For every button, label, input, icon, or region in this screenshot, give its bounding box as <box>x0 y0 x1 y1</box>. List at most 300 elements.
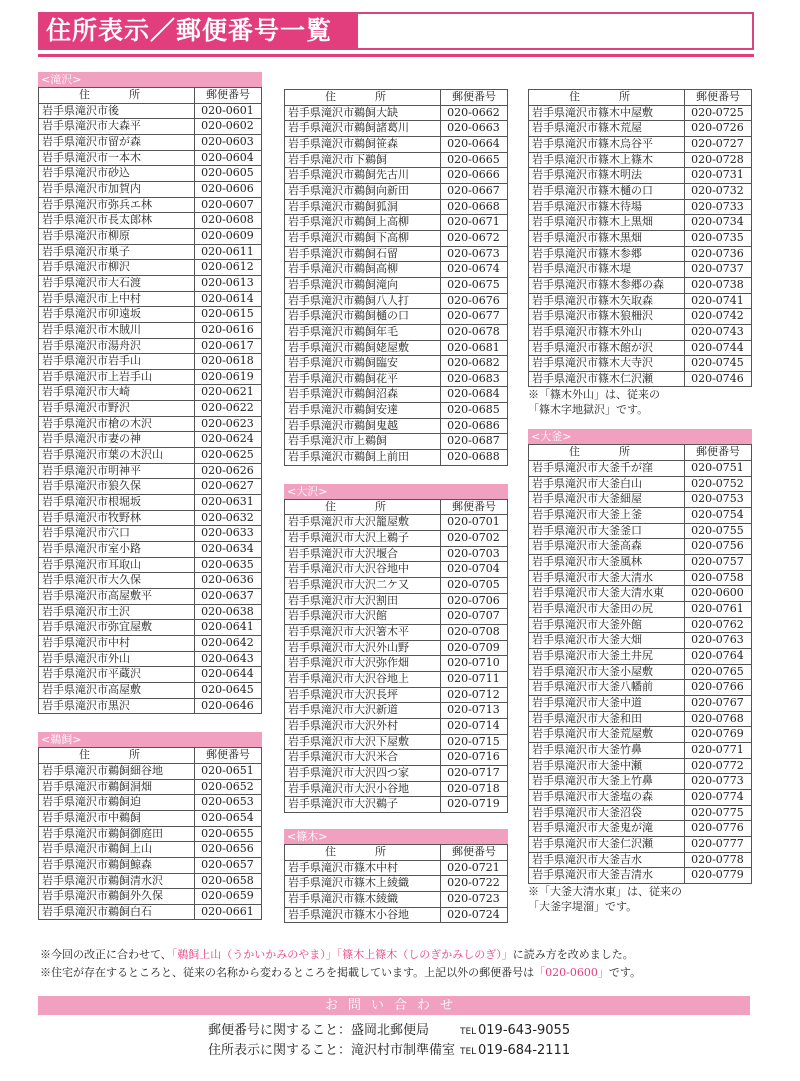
note-ogama-line2: 「大釜字堤溜」です。 <box>528 899 638 913</box>
zip-cell: 020-0642 <box>195 635 262 651</box>
address-cell: 岩手県滝沢市鵜飼臨安 <box>285 356 441 372</box>
address-cell: 岩手県滝沢市大釜吉水 <box>529 852 685 868</box>
address-cell: 岩手県滝沢市篠木大寺沢 <box>529 356 685 372</box>
table-row <box>529 309 752 325</box>
zip-cell: 020-0621 <box>195 385 262 401</box>
zip-cell: 020-0703 <box>441 546 508 562</box>
section-header-ukai: <鵜飼> <box>38 732 262 747</box>
table-row <box>529 570 752 586</box>
address-cell: 岩手県滝沢市平蔵沢 <box>39 667 195 683</box>
table-row <box>285 734 508 750</box>
address-cell: 岩手県滝沢市篠木樋の口 <box>529 183 685 199</box>
table-row <box>39 510 262 526</box>
table-row <box>285 371 508 387</box>
address-cell: 岩手県滝沢市鵜飼細谷地 <box>39 763 195 779</box>
address-cell: 岩手県滝沢市篠木荒屋 <box>529 121 685 137</box>
table-row <box>39 479 262 495</box>
zip-cell: 020-0727 <box>685 136 752 152</box>
zip-cell: 020-0667 <box>441 183 508 199</box>
table-row <box>39 385 262 401</box>
table-row <box>285 403 508 419</box>
table-row <box>39 228 262 244</box>
address-cell: 岩手県滝沢市湯舟沢 <box>39 338 195 354</box>
address-cell: 岩手県滝沢市根堀坂 <box>39 495 195 511</box>
address-cell: 岩手県滝沢市室小路 <box>39 542 195 558</box>
table-row <box>529 695 752 711</box>
zip-cell: 020-0638 <box>195 604 262 620</box>
footnote-2-a: ※住宅が存在するところと、従来の名称から変わるところを掲載しています。上記以外の郵便番号は <box>40 966 535 979</box>
zip-cell: 020-0719 <box>441 797 508 813</box>
table-row <box>285 891 508 907</box>
contact-postal-tel: 019-643-9055 <box>478 1023 571 1038</box>
section-header-shinoki: <篠木> <box>284 829 508 844</box>
table-row <box>285 199 508 215</box>
table-row <box>529 602 752 618</box>
table-row <box>285 531 508 547</box>
table-row <box>285 152 508 168</box>
table-header-row <box>529 90 752 106</box>
address-cell: 岩手県滝沢市大沢谷地中 <box>285 562 441 578</box>
zip-cell: 020-0651 <box>195 763 262 779</box>
table-row <box>285 546 508 562</box>
address-cell: 岩手県滝沢市後 <box>39 103 195 119</box>
zip-cell: 020-0624 <box>195 432 262 448</box>
table-header-row <box>285 90 508 106</box>
zip-cell: 020-0752 <box>685 476 752 492</box>
address-cell: 岩手県滝沢市中鵜飼 <box>39 810 195 826</box>
table-row <box>39 260 262 276</box>
address-cell: 岩手県滝沢市鵜飼安達 <box>285 403 441 419</box>
table-row <box>285 703 508 719</box>
address-cell: 岩手県滝沢市大釜高森 <box>529 539 685 555</box>
address-cell: 岩手県滝沢市鵜飼清水沢 <box>39 873 195 889</box>
zip-cell: 020-0737 <box>685 262 752 278</box>
address-cell: 岩手県滝沢市鵜飼石留 <box>285 246 441 262</box>
table-row <box>285 781 508 797</box>
table-row <box>529 758 752 774</box>
table-row <box>529 742 752 758</box>
zip-cell: 020-0757 <box>685 555 752 571</box>
zip-cell: 020-0702 <box>441 531 508 547</box>
zip-cell: 020-0607 <box>195 197 262 213</box>
address-cell: 岩手県滝沢市鵜飼外久保 <box>39 889 195 905</box>
table-row <box>285 418 508 434</box>
table-row <box>39 495 262 511</box>
zip-cell: 020-0707 <box>441 609 508 625</box>
address-cell: 岩手県滝沢市篠木烏谷平 <box>529 136 685 152</box>
address-cell: 岩手県滝沢市大釜釜口 <box>529 523 685 539</box>
table-row <box>39 857 262 873</box>
zip-cell: 020-0755 <box>685 523 752 539</box>
address-cell: 岩手県滝沢市鵜飼先古川 <box>285 168 441 184</box>
zip-cell: 020-0617 <box>195 338 262 354</box>
zip-cell: 020-0726 <box>685 121 752 137</box>
table-row <box>285 246 508 262</box>
zip-cell: 020-0745 <box>685 356 752 372</box>
zip-cell: 020-0652 <box>195 779 262 795</box>
address-cell: 岩手県滝沢市槍の木沢 <box>39 416 195 432</box>
table-row <box>39 779 262 795</box>
table-row <box>529 492 752 508</box>
zip-cell: 020-0688 <box>441 450 508 466</box>
address-cell: 岩手県滝沢市鵜飼姥屋敷 <box>285 340 441 356</box>
table-row <box>39 307 262 323</box>
address-cell: 岩手県滝沢市留が森 <box>39 134 195 150</box>
column-header-zip: 郵便番号 <box>195 748 262 764</box>
zip-cell: 020-0684 <box>441 387 508 403</box>
zip-cell: 020-0626 <box>195 463 262 479</box>
zip-cell: 020-0715 <box>441 734 508 750</box>
address-cell: 岩手県滝沢市下鵜飼 <box>285 152 441 168</box>
table-header-row <box>39 748 262 764</box>
address-cell: 岩手県滝沢市大釜荒屋敷 <box>529 727 685 743</box>
table-header-row <box>285 844 508 860</box>
zip-cell: 020-0742 <box>685 309 752 325</box>
address-cell: 岩手県滝沢市大沢長坪 <box>285 687 441 703</box>
address-cell: 岩手県滝沢市鵜飼諸葛川 <box>285 121 441 137</box>
zip-cell: 020-0619 <box>195 369 262 385</box>
zip-cell: 020-0731 <box>685 168 752 184</box>
zip-cell: 020-0766 <box>685 680 752 696</box>
table-row <box>39 103 262 119</box>
table-row <box>39 448 262 464</box>
table-row <box>285 578 508 594</box>
table-row <box>285 340 508 356</box>
address-cell: 岩手県滝沢市鵜飼下高柳 <box>285 230 441 246</box>
table-row <box>529 508 752 524</box>
footnote-1 <box>40 946 760 964</box>
address-cell: 岩手県滝沢市大釜千が窪 <box>529 461 685 477</box>
zip-cell: 020-0603 <box>195 134 262 150</box>
zip-cell: 020-0733 <box>685 199 752 215</box>
zip-cell: 020-0741 <box>685 293 752 309</box>
table-row <box>529 789 752 805</box>
address-cell: 岩手県滝沢市大釜大畑 <box>529 633 685 649</box>
zip-cell: 020-0682 <box>441 356 508 372</box>
zip-cell: 020-0665 <box>441 152 508 168</box>
table-row <box>529 324 752 340</box>
address-cell: 岩手県滝沢市鵜飼狐洞 <box>285 199 441 215</box>
zip-cell: 020-0633 <box>195 526 262 542</box>
zip-cell: 020-0764 <box>685 649 752 665</box>
zip-cell: 020-0641 <box>195 620 262 636</box>
zip-cell: 020-0606 <box>195 181 262 197</box>
contact-row-postal <box>208 1022 570 1041</box>
address-cell: 岩手県滝沢市鵜飼大缺 <box>285 105 441 121</box>
zip-cell: 020-0774 <box>685 789 752 805</box>
contact-header: お問い合わせ <box>38 996 750 1015</box>
title-underline <box>38 54 754 57</box>
column-header-zip: 郵便番号 <box>441 844 508 860</box>
address-cell: 岩手県滝沢市大沢鵜子 <box>285 797 441 813</box>
column-header-address: 住 所 <box>285 844 441 860</box>
zip-cell: 020-0713 <box>441 703 508 719</box>
address-cell: 岩手県滝沢市大釜細屋 <box>529 492 685 508</box>
address-cell: 岩手県滝沢市柳沢 <box>39 260 195 276</box>
zip-cell: 020-0705 <box>441 578 508 594</box>
column-header-address: 住 所 <box>39 88 195 104</box>
table-row <box>529 371 752 387</box>
address-cell: 岩手県滝沢市篠木堤 <box>529 262 685 278</box>
zip-cell: 020-0666 <box>441 168 508 184</box>
address-cell: 岩手県滝沢市弥兵エ林 <box>39 197 195 213</box>
zip-cell: 020-0657 <box>195 857 262 873</box>
address-cell: 岩手県滝沢市妻の神 <box>39 432 195 448</box>
address-cell: 岩手県滝沢市篠木外山 <box>529 324 685 340</box>
zip-cell: 020-0668 <box>441 199 508 215</box>
column-header-address: 住 所 <box>529 90 685 106</box>
address-cell: 岩手県滝沢市大釜竹鼻 <box>529 742 685 758</box>
zip-cell: 020-0771 <box>685 742 752 758</box>
zip-cell: 020-0600 <box>685 586 752 602</box>
table-row <box>39 291 262 307</box>
address-cell: 岩手県滝沢市篠木中村 <box>285 860 441 876</box>
zip-cell: 020-0709 <box>441 640 508 656</box>
table-row <box>285 121 508 137</box>
address-cell: 岩手県滝沢市耳取山 <box>39 557 195 573</box>
zip-cell: 020-0708 <box>441 625 508 641</box>
zip-cell: 020-0721 <box>441 860 508 876</box>
table-row <box>39 604 262 620</box>
table-row <box>529 168 752 184</box>
table-row <box>39 763 262 779</box>
address-cell: 岩手県滝沢市大釜大清水東 <box>529 586 685 602</box>
address-cell: 岩手県滝沢市大沢外村 <box>285 718 441 734</box>
note-shinoki-line1: ※「篠木外山」は、従来の <box>528 388 660 402</box>
zip-cell: 020-0627 <box>195 479 262 495</box>
zip-cell: 020-0653 <box>195 795 262 811</box>
zip-cell: 020-0609 <box>195 228 262 244</box>
zip-cell: 020-0637 <box>195 589 262 605</box>
address-cell: 岩手県滝沢市篠木中屋敷 <box>529 105 685 121</box>
table-row <box>529 136 752 152</box>
tel-prefix: TEL <box>460 1047 477 1057</box>
address-cell: 岩手県滝沢市篠木仁沢瀬 <box>529 371 685 387</box>
zip-cell: 020-0779 <box>685 868 752 884</box>
address-cell: 岩手県滝沢市加賀内 <box>39 181 195 197</box>
table-row <box>39 651 262 667</box>
table-row <box>529 461 752 477</box>
zip-cell: 020-0717 <box>441 765 508 781</box>
address-cell: 岩手県滝沢市篠木黒畑 <box>529 230 685 246</box>
column-header-address: 住 所 <box>285 499 441 515</box>
section-header-osawa: <大沢> <box>284 484 508 499</box>
table-row <box>39 354 262 370</box>
table-row <box>285 183 508 199</box>
address-cell: 岩手県滝沢市大沢堰合 <box>285 546 441 562</box>
table-row <box>285 277 508 293</box>
column-header-zip: 郵便番号 <box>685 90 752 106</box>
zip-cell: 020-0616 <box>195 322 262 338</box>
zip-table-osawa <box>284 499 508 813</box>
table-row <box>529 774 752 790</box>
table-row <box>529 262 752 278</box>
address-cell: 岩手県滝沢市中村 <box>39 635 195 651</box>
zip-cell: 020-0725 <box>685 105 752 121</box>
footnotes <box>40 946 760 982</box>
zip-cell: 020-0716 <box>441 750 508 766</box>
zip-cell: 020-0681 <box>441 340 508 356</box>
zip-cell: 020-0724 <box>441 907 508 923</box>
address-cell: 岩手県滝沢市大釜田の尻 <box>529 602 685 618</box>
zip-cell: 020-0735 <box>685 230 752 246</box>
address-cell: 岩手県滝沢市鵜飼迫 <box>39 795 195 811</box>
address-cell: 岩手県滝沢市鵜飼花平 <box>285 371 441 387</box>
zip-cell: 020-0671 <box>441 215 508 231</box>
address-cell: 岩手県滝沢市大沢新道 <box>285 703 441 719</box>
address-cell: 岩手県滝沢市大沢上鵜子 <box>285 531 441 547</box>
address-cell: 岩手県滝沢市大釜吉清水 <box>529 868 685 884</box>
address-cell: 岩手県滝沢市大沢下屋敷 <box>285 734 441 750</box>
address-cell: 岩手県滝沢市篠木参郷の森 <box>529 277 685 293</box>
table-row <box>39 369 262 385</box>
address-cell: 岩手県滝沢市大沢籠屋敷 <box>285 515 441 531</box>
zip-cell: 020-0644 <box>195 667 262 683</box>
table-row <box>285 593 508 609</box>
address-cell: 岩手県滝沢市大崎 <box>39 385 195 401</box>
table-row <box>529 356 752 372</box>
address-cell: 岩手県滝沢市外山 <box>39 651 195 667</box>
address-cell: 岩手県滝沢市大釜中瀬 <box>529 758 685 774</box>
table-row <box>39 542 262 558</box>
zip-cell: 020-0635 <box>195 557 262 573</box>
table-row <box>39 589 262 605</box>
address-cell: 岩手県滝沢市鵜飼洞畑 <box>39 779 195 795</box>
table-row <box>39 244 262 260</box>
table-row <box>39 557 262 573</box>
zip-cell: 020-0672 <box>441 230 508 246</box>
table-row <box>39 904 262 920</box>
zip-cell: 020-0723 <box>441 891 508 907</box>
table-row <box>285 262 508 278</box>
table-row <box>529 852 752 868</box>
table-row <box>39 134 262 150</box>
address-cell: 岩手県滝沢市上岩手山 <box>39 369 195 385</box>
title-banner-fill <box>358 14 752 48</box>
address-cell: 岩手県滝沢市高屋敷 <box>39 682 195 698</box>
zip-cell: 020-0772 <box>685 758 752 774</box>
table-row <box>529 727 752 743</box>
zip-cell: 020-0664 <box>441 136 508 152</box>
zip-cell: 020-0604 <box>195 150 262 166</box>
contact-address-label: 住所表示に関すること：滝沢村市制準備室 <box>208 1043 456 1058</box>
zip-cell: 020-0674 <box>441 262 508 278</box>
zip-cell: 020-0685 <box>441 403 508 419</box>
address-cell: 岩手県滝沢市狼久保 <box>39 479 195 495</box>
address-cell: 岩手県滝沢市長太郎林 <box>39 213 195 229</box>
address-cell: 岩手県滝沢市鵜飼高柳 <box>285 262 441 278</box>
table-row <box>529 152 752 168</box>
address-cell: 岩手県滝沢市篠木狼柵沢 <box>529 309 685 325</box>
address-cell: 岩手県滝沢市野沢 <box>39 401 195 417</box>
address-cell: 岩手県滝沢市大沢弥作畑 <box>285 656 441 672</box>
address-cell: 岩手県滝沢市牧野林 <box>39 510 195 526</box>
address-cell: 岩手県滝沢市鵜飼御庭田 <box>39 826 195 842</box>
table-row <box>285 515 508 531</box>
zip-cell: 020-0613 <box>195 275 262 291</box>
table-row <box>39 620 262 636</box>
table-row <box>39 573 262 589</box>
zip-cell: 020-0683 <box>441 371 508 387</box>
address-cell: 岩手県滝沢市大沢二ケ又 <box>285 578 441 594</box>
table-row <box>285 356 508 372</box>
address-cell: 岩手県滝沢市大釜外館 <box>529 617 685 633</box>
address-cell: 岩手県滝沢市穴口 <box>39 526 195 542</box>
zip-cell: 020-0761 <box>685 602 752 618</box>
table-row <box>529 821 752 837</box>
zip-cell: 020-0602 <box>195 119 262 135</box>
tel-prefix: TEL <box>460 1027 477 1037</box>
zip-cell: 020-0632 <box>195 510 262 526</box>
table-row <box>39 698 262 714</box>
address-cell: 岩手県滝沢市大釜上釜 <box>529 508 685 524</box>
table-header-row <box>529 445 752 461</box>
address-cell: 岩手県滝沢市鵜飼八人打 <box>285 293 441 309</box>
table-row <box>285 718 508 734</box>
zip-cell: 020-0662 <box>441 105 508 121</box>
address-cell: 岩手県滝沢市大森平 <box>39 119 195 135</box>
column-header-address: 住 所 <box>285 90 441 106</box>
zip-cell: 020-0718 <box>441 781 508 797</box>
table-row <box>39 275 262 291</box>
zip-table-takizawa <box>38 87 262 714</box>
zip-table-ukai <box>38 747 262 920</box>
address-cell: 岩手県滝沢市鵜飼白石 <box>39 904 195 920</box>
address-cell: 岩手県滝沢市大釜和田 <box>529 711 685 727</box>
table-row <box>529 121 752 137</box>
address-cell: 岩手県滝沢市鵜飼樋の口 <box>285 309 441 325</box>
zip-cell: 020-0728 <box>685 152 752 168</box>
address-cell: 岩手県滝沢市篠木綾織 <box>285 891 441 907</box>
address-cell: 岩手県滝沢市大沢外山野 <box>285 640 441 656</box>
address-cell: 岩手県滝沢市篠木参郷 <box>529 246 685 262</box>
contact-postal-label: 郵便番号に関すること：盛岡北郵便局 <box>208 1023 430 1038</box>
address-cell: 岩手県滝沢市大沢米合 <box>285 750 441 766</box>
zip-cell: 020-0676 <box>441 293 508 309</box>
address-cell: 岩手県滝沢市砂込 <box>39 166 195 182</box>
zip-cell: 020-0722 <box>441 876 508 892</box>
address-cell: 岩手県滝沢市木賊川 <box>39 322 195 338</box>
table-row <box>39 213 262 229</box>
table-row <box>529 805 752 821</box>
zip-cell: 020-0746 <box>685 371 752 387</box>
zip-cell: 020-0675 <box>441 277 508 293</box>
table-row <box>39 667 262 683</box>
table-row <box>529 183 752 199</box>
zip-cell: 020-0677 <box>441 309 508 325</box>
zip-cell: 020-0704 <box>441 562 508 578</box>
zip-cell: 020-0605 <box>195 166 262 182</box>
table-row <box>285 309 508 325</box>
address-cell: 岩手県滝沢市大沢箸木平 <box>285 625 441 641</box>
table-row <box>285 609 508 625</box>
table-row <box>39 635 262 651</box>
zip-table-shinoki <box>284 844 508 923</box>
table-row <box>285 907 508 923</box>
table-row <box>39 826 262 842</box>
address-cell: 岩手県滝沢市黒沢 <box>39 698 195 714</box>
table-row <box>529 230 752 246</box>
zip-cell: 020-0634 <box>195 542 262 558</box>
address-cell: 岩手県滝沢市篠木小谷地 <box>285 907 441 923</box>
address-cell: 岩手県滝沢市一本木 <box>39 150 195 166</box>
address-cell: 岩手県滝沢市大釜塩の森 <box>529 789 685 805</box>
address-cell: 岩手県滝沢市鵜飼向新田 <box>285 183 441 199</box>
table-row <box>529 664 752 680</box>
zip-cell: 020-0678 <box>441 324 508 340</box>
zip-cell: 020-0738 <box>685 277 752 293</box>
zip-cell: 020-0767 <box>685 695 752 711</box>
